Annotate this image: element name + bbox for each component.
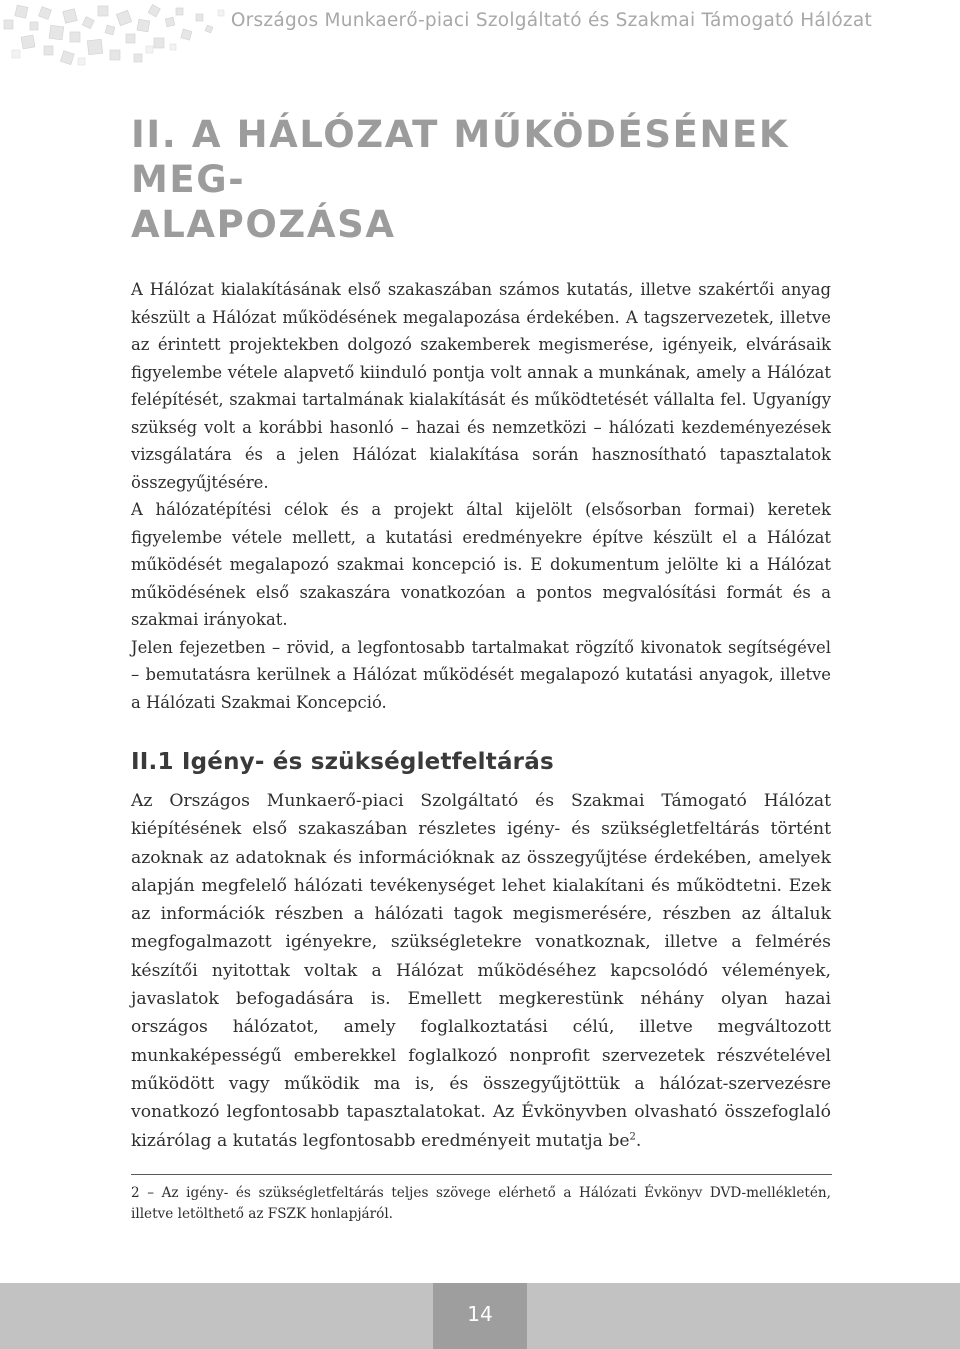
page-header xyxy=(0,0,960,78)
intro-text xyxy=(131,276,831,716)
main-content xyxy=(131,112,831,1155)
header-title: Országos Munkaerő-piaci Szolgáltató és Szakmai Támogató Hálózat xyxy=(230,10,872,31)
intro-paragraph-1: A Hálózat kialakításának első szakaszában számos kutatás, illetve szakértői anyag készült a Hálózat működésének megalapozása érdekében. A tagszervezetek, illetve az érintett projektekben dolgozó szakemberek megismerése, igényeik, elvárásaik figyelembe vétele alapvető kiinduló pontja volt annak a munkának, amely a Hálózat felépítését, szakmai tartalmának kialakítását és működtetését vállalta fel. Ugyanígy szükség volt a korábbi hasonló – hazai és nemzetközi – hálózati kezdeményezések vizsgálatára és a jelen Hálózat kialakítása során hasznosítható tapasztalatok összegyűjtésére. xyxy=(131,280,831,492)
section-heading: II.1 Igény- és szükségletfeltárás xyxy=(131,749,554,775)
section-paragraph-end: . xyxy=(635,1130,642,1151)
chapter-title xyxy=(131,112,831,247)
intro-paragraph-2: A hálózatépítési célok és a projekt által kijelölt (elsősorban formai) keretek figyelembe vétele mellett, a kutatási eredményekre építve készült el a Hálózat működését megalapozó szakmai koncepció is. E dokumentum jelölte ki a Hálózat működésének első szakaszára vonatkozóan a pontos megvalósítási formát és a szakmai irányokat. xyxy=(131,500,831,629)
section-paragraph xyxy=(131,787,831,1155)
chapter-title-line-2: ALAPOZÁSA xyxy=(131,203,396,246)
chapter-title-line-1: II. A HÁLÓZAT MŰKÖDÉSÉNEK MEG- xyxy=(131,113,790,201)
section-paragraph-text: Az Országos Munkaerő-piaci Szolgáltató és Szakmai Támogató Hálózat kiépítésének első szakaszában részletes igény- és szükségletfeltárás történt azoknak az adatoknak és információknak az összegyűjtése érdekében, amelyek alapján megfelelő hálózati tevékenységet lehet kialakítani és működtetni. Ezek az információk részben a hálózati tagok megismerésére, részben az általuk megfogalmazott igényekre, szükségletekre vonatkoznak, illetve a felmérés készítői nyitottak voltak a Hálózat működéséhez kapcsolódó vélemények, javaslatok befogadására is. Emellett megkerestünk néhány olyan hazai országos hálózatot, amely foglalkoztatási célú, illetve megváltozott munkaképességű emberekkel foglalkozó nonprofit szervezetek részvételével működött vagy működik ma is, és összegyűjtöttük a hálózat-szervezésre vonatkozó legfontosabb tapasztalatokat. Az Évkönyvben olvasható összefoglaló kizárólag a kutatás legfontosabb eredményeit mutatja be xyxy=(131,791,831,1151)
footnote-divider xyxy=(131,1174,832,1175)
intro-paragraph-3: Jelen fejezetben – rövid, a legfontosabb tartalmakat rögzítő kivonatok segítségével – bemutatásra kerülnek a Hálózat működését megalapozó kutatási anyagok, illetve a Hálózati Szakmai Koncepció. xyxy=(131,637,831,712)
footnote: 2 – Az igény- és szükségletfeltárás teljes szövege elérhető a Hálózati Évkönyv DVD-mellékletén, illetve letölthető az FSZK honlapjáról. xyxy=(131,1185,831,1222)
page-number: 14 xyxy=(467,1302,493,1326)
footnote-reference: 2 xyxy=(629,1130,636,1142)
